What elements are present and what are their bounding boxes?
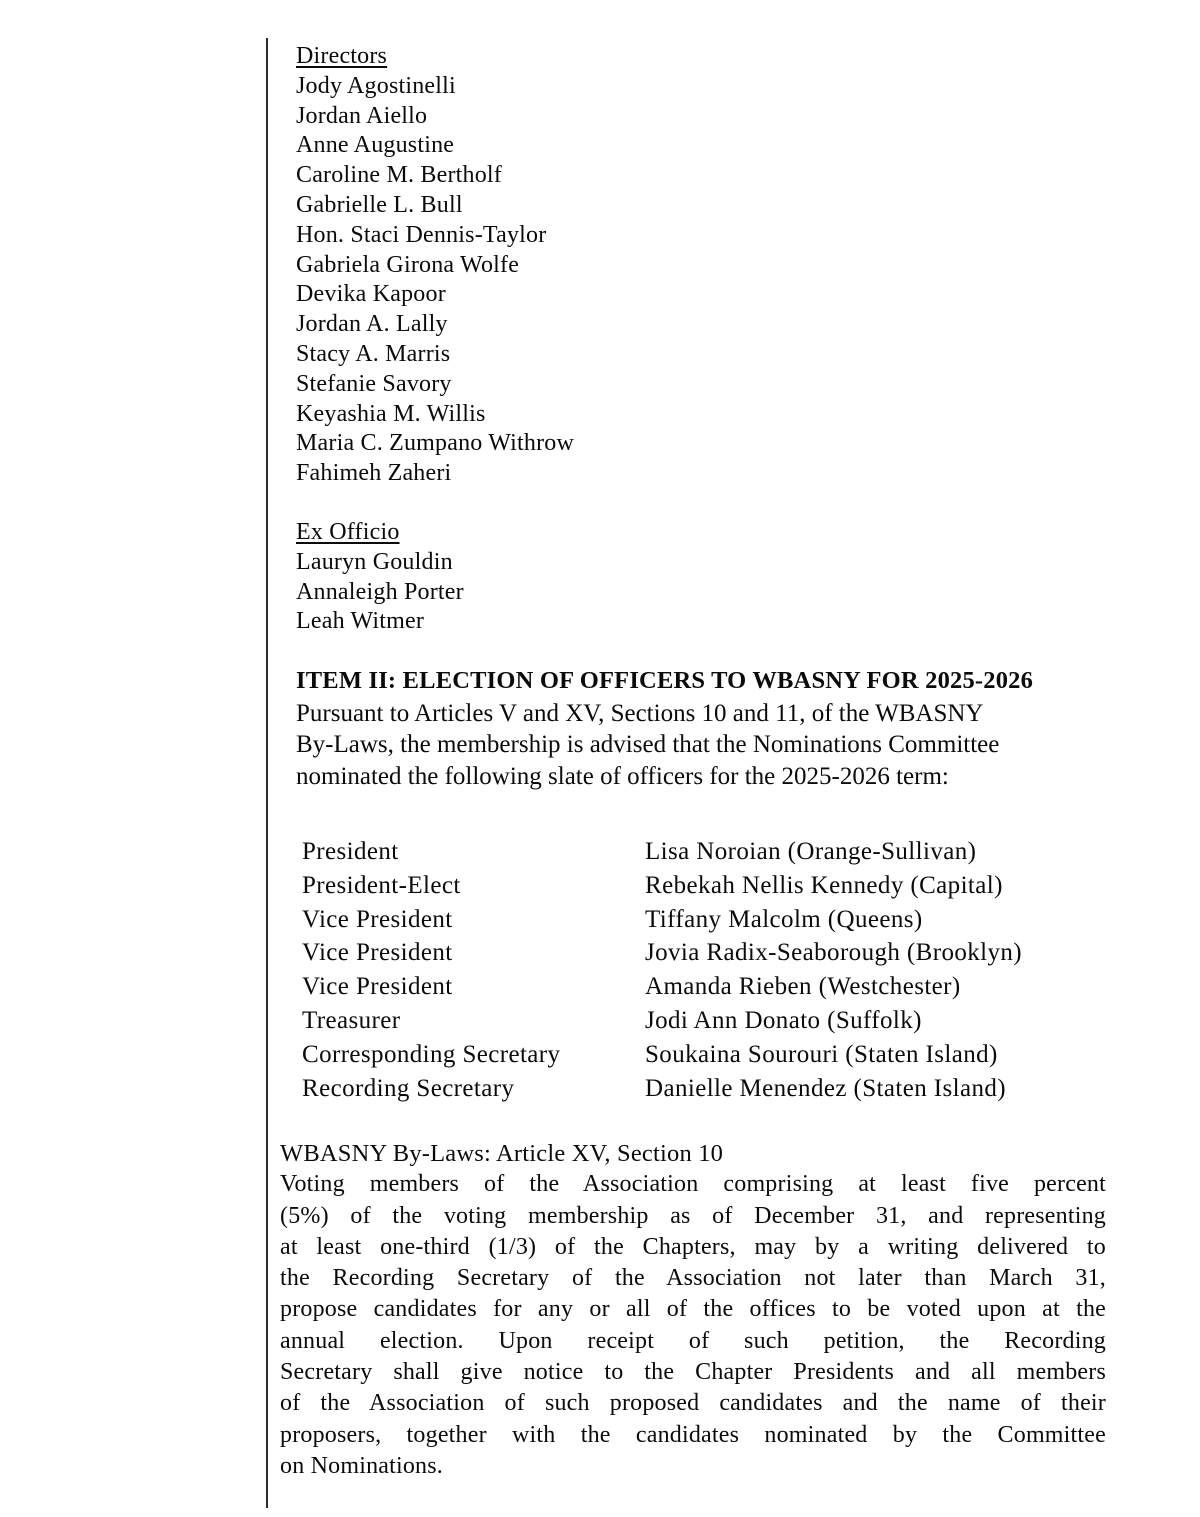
bylaws-paragraph-line: proposers, together with the candidates nominated by the Committee: [280, 1421, 1106, 1448]
directors-section: [296, 42, 574, 489]
officer-nominee: Soukaina Sourouri (Staten Island): [645, 1040, 998, 1068]
officer-position: Corresponding Secretary: [302, 1040, 561, 1068]
officer-row: [302, 872, 1022, 906]
officer-row: [302, 906, 1022, 940]
officer-row: [302, 1075, 1022, 1109]
officer-position: President: [302, 838, 399, 865]
bylaws-paragraph-line: at least one-third (1/3) of the Chapters, may by a writing delivered to: [280, 1233, 1106, 1260]
officer-position: Vice President: [302, 939, 453, 967]
officer-position: Recording Secretary: [302, 1074, 515, 1102]
director-name: Gabriela Girona Wolfe: [296, 251, 520, 278]
item-ii-intro: [296, 698, 1033, 792]
officer-slate-table: [302, 838, 1022, 1108]
officer-nominee: Jovia Radix-Seaborough (Brooklyn): [645, 939, 1023, 967]
director-name: Jordan Aiello: [296, 102, 428, 129]
bylaws-paragraph-line: the Recording Secretary of the Association not later than March 31,: [280, 1265, 1106, 1292]
officer-nominee: Danielle Menendez (Staten Island): [645, 1074, 1006, 1102]
director-name: Devika Kapoor: [296, 281, 446, 308]
bylaws-paragraph-line: Secretary shall give notice to the Chapter Presidents and all members: [280, 1359, 1106, 1386]
directors-list: [296, 72, 574, 489]
directors-heading: Directors: [296, 43, 388, 69]
bylaws-paragraph-line: annual election. Upon receipt of such petition, the Recording: [280, 1327, 1106, 1354]
officer-nominee: Lisa Noroian (Orange-Sullivan): [645, 838, 977, 865]
officer-row: [302, 1007, 1022, 1041]
ex-officio-name: Lauryn Gouldin: [296, 548, 453, 575]
director-name: Maria C. Zumpano Withrow: [296, 430, 575, 457]
officer-row: [302, 939, 1022, 973]
bylaws-paragraph-line: propose candidates for any or all of the offices to be voted upon at the: [280, 1296, 1106, 1323]
director-name: Caroline M. Bertholf: [296, 162, 502, 189]
ex-officio-list: [296, 548, 464, 637]
director-name: Gabrielle L. Bull: [296, 191, 463, 218]
director-name: Fahimeh Zaheri: [296, 460, 452, 487]
director-name: Anne Augustine: [296, 132, 455, 159]
ex-officio-name: Leah Witmer: [296, 608, 425, 635]
officer-row: [302, 1041, 1022, 1075]
director-name: Jordan A. Lally: [296, 311, 448, 338]
officer-position: Vice President: [302, 905, 453, 933]
ex-officio-name: Annaleigh Porter: [296, 578, 464, 605]
bylaws-section: [280, 1138, 1106, 1482]
officer-nominee: Rebekah Nellis Kennedy (Capital): [645, 871, 1003, 899]
bylaws-paragraph-line: on Nominations.: [280, 1452, 443, 1479]
director-name: Hon. Staci Dennis-Taylor: [296, 221, 547, 248]
officer-position: Vice President: [302, 973, 453, 1001]
item-ii-intro-line: Pursuant to Articles V and XV, Sections 10 and 11, of the WBASNY: [296, 700, 984, 727]
bylaws-paragraph-line: of the Association of such proposed candidates and the name of their: [280, 1390, 1106, 1417]
ex-officio-section: [296, 518, 464, 637]
officer-nominee: Tiffany Malcolm (Queens): [645, 905, 923, 933]
officer-row: [302, 838, 1022, 872]
item-ii-intro-line: nominated the following slate of officers for the 2025-2026 term:: [296, 762, 949, 790]
director-name: Jody Agostinelli: [296, 72, 456, 99]
director-name: Stefanie Savory: [296, 370, 452, 397]
director-name: Keyashia M. Willis: [296, 400, 486, 427]
officer-row: [302, 973, 1022, 1007]
officer-position: Treasurer: [302, 1006, 401, 1034]
officer-nominee: Jodi Ann Donato (Suffolk): [645, 1006, 922, 1034]
bylaws-heading: WBASNY By-Laws: Article XV, Section 10: [280, 1140, 724, 1167]
bylaws-paragraph: [280, 1169, 1106, 1482]
item-ii-section: [296, 664, 1033, 792]
officer-position: President-Elect: [302, 871, 461, 899]
item-ii-heading: ITEM II: ELECTION OF OFFICERS TO WBASNY FOR 2025-2026: [296, 667, 1034, 694]
left-margin-rule: [266, 38, 268, 1508]
bylaws-paragraph-line: Voting members of the Association comprising at least five percent: [280, 1171, 1106, 1198]
item-ii-intro-line: By-Laws, the membership is advised that the Nominations Committee: [296, 731, 1000, 759]
director-name: Stacy A. Marris: [296, 340, 451, 367]
bylaws-paragraph-line: (5%) of the voting membership as of December 31, and representing: [280, 1202, 1106, 1229]
officer-nominee: Amanda Rieben (Westchester): [645, 973, 961, 1001]
ex-officio-heading: Ex Officio: [296, 519, 400, 545]
